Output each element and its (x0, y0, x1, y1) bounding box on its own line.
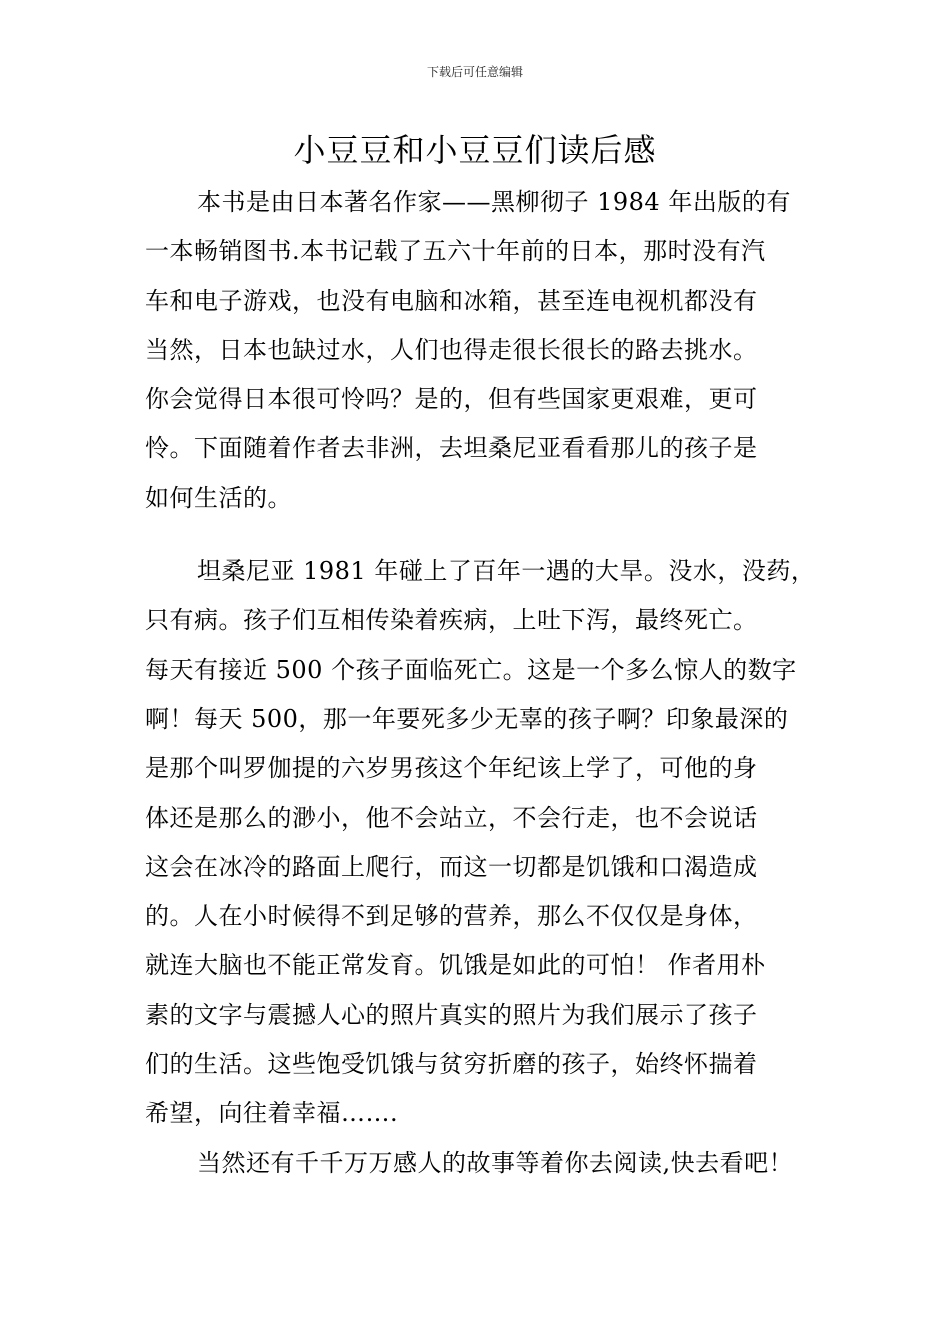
body-line: 的。人在小时候得不到足够的营养，那么不仅仅是身体， (145, 902, 758, 931)
body-line: 怜。下面随着作者去非洲，去坦桑尼亚看看那儿的孩子是 (145, 434, 758, 463)
body-line: 每天有接近 500 个孩子面临死亡。这是一个多么惊人的数字 (145, 655, 797, 684)
document-title: 小豆豆和小豆豆们读后感 (293, 131, 657, 169)
body-line: 本书是由日本著名作家——黑柳彻子 1984 年出版的有 (197, 188, 791, 216)
body-line: 当然，日本也缺过水，人们也得走很长很长的路去挑水。 (145, 335, 758, 364)
body-line: 素的文字与震撼人心的照片真实的照片为我们展示了孩子 (145, 1000, 758, 1029)
body-line: 你会觉得日本很可怜吗？是的，但有些国家更艰难，更可 (145, 385, 758, 414)
body-line: 一本畅销图书.本书记载了五六十年前的日本，那时没有汽 (145, 237, 766, 266)
body-line: 这会在冰冷的路面上爬行，而这一切都是饥饿和口渴造成 (145, 852, 758, 881)
header-note: 下载后可任意编辑 (426, 65, 523, 79)
body-line: 希望，向往着幸福……. (145, 1099, 399, 1128)
document-body (145, 178, 835, 1188)
body-line: 们的生活。这些饱受饥饿与贫穷折磨的孩子，始终怀揣着 (145, 1050, 758, 1079)
body-line: 如何生活的。 (145, 483, 292, 512)
body-line: 只有病。孩子们互相传染着疾病，上吐下泻，最终死亡。 (145, 606, 758, 635)
body-line: 体还是那么的渺小，他不会站立，不会行走，也不会说话 (145, 803, 758, 832)
body-line: 是那个叫罗伽提的六岁男孩这个年纪该上学了，可他的身 (145, 754, 758, 783)
body-line: 啊！每天 500，那一年要死多少无辜的孩子啊？印象最深的 (145, 704, 789, 733)
body-line: 就连大脑也不能正常发育。饥饿是如此的可怕！ 作者用朴 (145, 951, 766, 980)
body-line: 车和电子游戏，也没有电脑和冰箱，甚至连电视机都没有 (145, 286, 758, 315)
body-line: 当然还有千千万万感人的故事等着你去阅读,快去看吧！ (197, 1148, 794, 1177)
body-line: 坦桑尼亚 1981 年碰上了百年一遇的大旱。没水，没药， (197, 557, 816, 586)
